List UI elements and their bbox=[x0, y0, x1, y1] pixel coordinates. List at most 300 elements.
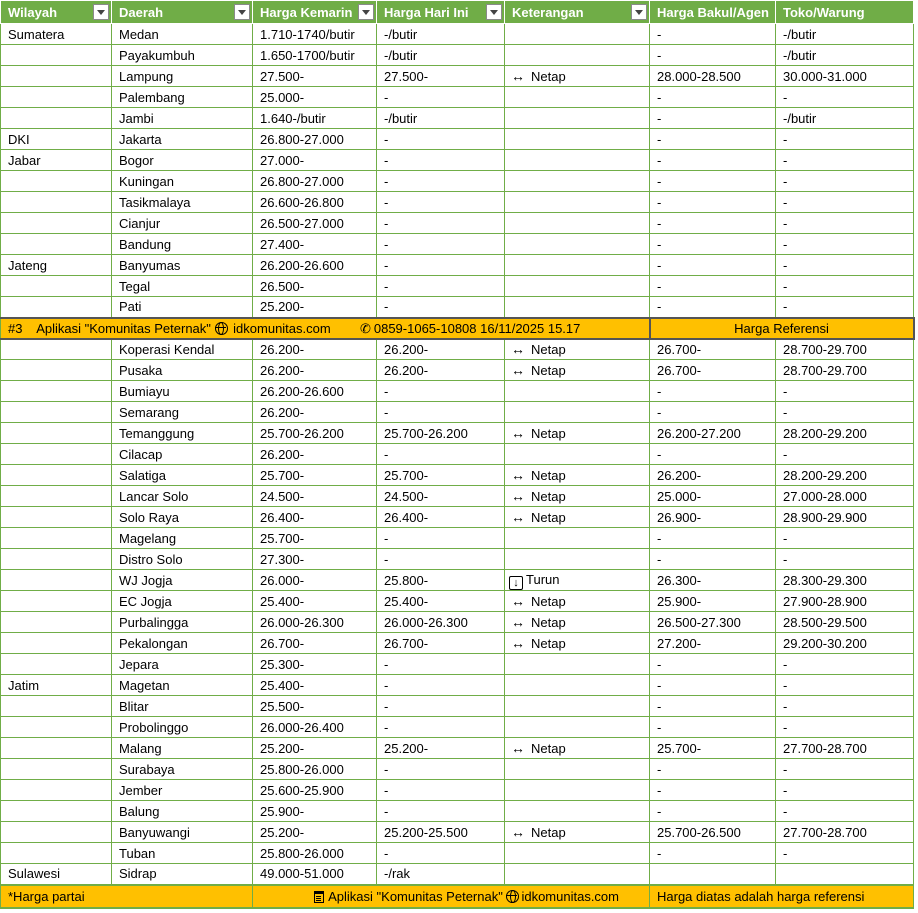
banner-website[interactable]: idkomunitas.com bbox=[233, 320, 331, 336]
cell-bakul[interactable]: - bbox=[650, 276, 776, 297]
cell-toko[interactable]: 27.000-28.000 bbox=[776, 486, 914, 507]
cell-kemarin[interactable]: 26.000-26.300 bbox=[253, 612, 377, 633]
cell-wilayah[interactable] bbox=[1, 45, 112, 66]
cell-daerah[interactable]: Banyumas bbox=[112, 255, 253, 276]
cell-daerah[interactable]: Medan bbox=[112, 24, 253, 45]
cell-daerah[interactable]: Pekalongan bbox=[112, 633, 253, 654]
cell-toko[interactable]: 28.700-29.700 bbox=[776, 360, 914, 381]
cell-kemarin[interactable]: 24.500- bbox=[253, 486, 377, 507]
cell-hari-ini[interactable]: 25.700-26.200 bbox=[377, 423, 505, 444]
cell-daerah[interactable]: Lampung bbox=[112, 66, 253, 87]
cell-hari-ini[interactable]: 26.200- bbox=[377, 339, 505, 360]
cell-hari-ini[interactable]: 25.200-25.500 bbox=[377, 822, 505, 843]
cell-ket[interactable] bbox=[505, 297, 650, 318]
cell-ket[interactable] bbox=[505, 675, 650, 696]
cell-daerah[interactable]: Magetan bbox=[112, 675, 253, 696]
cell-ket[interactable] bbox=[505, 528, 650, 549]
cell-toko[interactable]: 28.300-29.300 bbox=[776, 570, 914, 591]
keterangan-text: Netap bbox=[531, 593, 566, 609]
cell-bakul[interactable]: 26.900- bbox=[650, 507, 776, 528]
cell-hari-ini[interactable]: 26.700- bbox=[377, 633, 505, 654]
cell-hari-ini[interactable]: 26.200- bbox=[377, 360, 505, 381]
cell-daerah[interactable]: Koperasi Kendal bbox=[112, 339, 253, 360]
cell-hari-ini[interactable]: - bbox=[377, 675, 505, 696]
cell-ket[interactable] bbox=[505, 801, 650, 822]
cell-bakul[interactable]: - bbox=[650, 171, 776, 192]
cell-wilayah[interactable] bbox=[1, 66, 112, 87]
cell-wilayah[interactable] bbox=[1, 486, 112, 507]
table-row bbox=[1, 738, 914, 759]
cell-kemarin[interactable]: 26.800-27.000 bbox=[253, 171, 377, 192]
cell-wilayah[interactable] bbox=[1, 87, 112, 108]
cell-kemarin[interactable]: 27.300- bbox=[253, 549, 377, 570]
cell-daerah[interactable]: Jakarta bbox=[112, 129, 253, 150]
cell-wilayah[interactable] bbox=[1, 549, 112, 570]
cell-ket[interactable] bbox=[505, 570, 650, 591]
cell-toko[interactable]: - bbox=[776, 843, 914, 864]
cell-hari-ini[interactable]: 27.500- bbox=[377, 66, 505, 87]
cell-daerah[interactable]: Kuningan bbox=[112, 171, 253, 192]
cell-bakul[interactable]: 26.700- bbox=[650, 339, 776, 360]
cell-ket[interactable] bbox=[505, 423, 650, 444]
cell-hari-ini[interactable]: -/rak bbox=[377, 864, 505, 885]
cell-toko[interactable] bbox=[776, 864, 914, 885]
cell-daerah[interactable]: Probolinggo bbox=[112, 717, 253, 738]
cell-bakul[interactable]: - bbox=[650, 780, 776, 801]
cell-kemarin[interactable]: 1.710-1740/butir bbox=[253, 24, 377, 45]
cell-hari-ini[interactable]: 25.400- bbox=[377, 591, 505, 612]
cell-hari-ini[interactable]: - bbox=[377, 213, 505, 234]
cell-ket[interactable] bbox=[505, 87, 650, 108]
cell-toko[interactable]: 27.700-28.700 bbox=[776, 738, 914, 759]
cell-toko[interactable]: - bbox=[776, 171, 914, 192]
cell-daerah[interactable]: Payakumbuh bbox=[112, 45, 253, 66]
cell-wilayah[interactable] bbox=[1, 801, 112, 822]
cell-hari-ini[interactable]: - bbox=[377, 696, 505, 717]
cell-ket[interactable] bbox=[505, 129, 650, 150]
cell-kemarin[interactable]: 27.000- bbox=[253, 150, 377, 171]
cell-bakul[interactable]: - bbox=[650, 801, 776, 822]
cell-daerah[interactable]: WJ Jogja bbox=[112, 570, 253, 591]
table-row bbox=[1, 528, 914, 549]
cell-ket[interactable] bbox=[505, 381, 650, 402]
cell-kemarin[interactable]: 26.500-27.000 bbox=[253, 213, 377, 234]
cell-ket[interactable] bbox=[505, 234, 650, 255]
cell-toko[interactable]: 27.700-28.700 bbox=[776, 822, 914, 843]
cell-bakul[interactable]: - bbox=[650, 192, 776, 213]
cell-wilayah[interactable]: Jateng bbox=[1, 255, 112, 276]
cell-wilayah[interactable] bbox=[1, 465, 112, 486]
cell-toko[interactable]: 28.200-29.200 bbox=[776, 423, 914, 444]
cell-hari-ini[interactable]: - bbox=[377, 171, 505, 192]
cell-bakul[interactable]: - bbox=[650, 549, 776, 570]
cell-bakul[interactable]: - bbox=[650, 213, 776, 234]
cell-daerah[interactable]: Tegal bbox=[112, 276, 253, 297]
footer-website[interactable]: idkomunitas.com bbox=[521, 888, 619, 904]
table-row bbox=[1, 87, 914, 108]
cell-bakul[interactable]: 25.900- bbox=[650, 591, 776, 612]
cell-hari-ini[interactable]: -/butir bbox=[377, 108, 505, 129]
cell-wilayah[interactable] bbox=[1, 738, 112, 759]
cell-wilayah[interactable] bbox=[1, 213, 112, 234]
table-row bbox=[1, 423, 914, 444]
cell-bakul[interactable]: 26.700- bbox=[650, 360, 776, 381]
cell-ket[interactable] bbox=[505, 213, 650, 234]
cell-ket[interactable] bbox=[505, 444, 650, 465]
cell-bakul[interactable]: 25.700- bbox=[650, 738, 776, 759]
cell-ket[interactable] bbox=[505, 822, 650, 843]
cell-hari-ini[interactable]: -/butir bbox=[377, 24, 505, 45]
cell-kemarin[interactable]: 26.000-26.400 bbox=[253, 717, 377, 738]
cell-bakul[interactable]: - bbox=[650, 759, 776, 780]
cell-daerah[interactable]: Tuban bbox=[112, 843, 253, 864]
cell-kemarin[interactable]: 26.200- bbox=[253, 444, 377, 465]
table-row bbox=[1, 444, 914, 465]
cell-wilayah[interactable] bbox=[1, 297, 112, 318]
cell-wilayah[interactable] bbox=[1, 339, 112, 360]
cell-daerah[interactable]: Salatiga bbox=[112, 465, 253, 486]
cell-ket[interactable] bbox=[505, 843, 650, 864]
cell-kemarin[interactable]: 26.800-27.000 bbox=[253, 129, 377, 150]
cell-toko[interactable]: 29.200-30.200 bbox=[776, 633, 914, 654]
cell-wilayah[interactable] bbox=[1, 423, 112, 444]
cell-daerah[interactable]: Bogor bbox=[112, 150, 253, 171]
cell-wilayah[interactable] bbox=[1, 591, 112, 612]
cell-hari-ini[interactable]: - bbox=[377, 129, 505, 150]
cell-kemarin[interactable]: 25.500- bbox=[253, 696, 377, 717]
cell-ket[interactable] bbox=[505, 192, 650, 213]
cell-toko[interactable]: - bbox=[776, 801, 914, 822]
cell-bakul[interactable]: 26.200- bbox=[650, 465, 776, 486]
cell-hari-ini[interactable]: - bbox=[377, 297, 505, 318]
cell-hari-ini[interactable]: - bbox=[377, 87, 505, 108]
cell-kemarin[interactable]: 1.650-1700/butir bbox=[253, 45, 377, 66]
cell-toko[interactable]: -/butir bbox=[776, 108, 914, 129]
cell-ket[interactable] bbox=[505, 486, 650, 507]
cell-daerah[interactable]: EC Jogja bbox=[112, 591, 253, 612]
cell-toko[interactable]: - bbox=[776, 528, 914, 549]
cell-daerah[interactable]: Jepara bbox=[112, 654, 253, 675]
cell-bakul[interactable]: - bbox=[650, 402, 776, 423]
cell-daerah[interactable]: Blitar bbox=[112, 696, 253, 717]
cell-daerah[interactable]: Jember bbox=[112, 780, 253, 801]
cell-hari-ini[interactable]: - bbox=[377, 276, 505, 297]
cell-bakul[interactable]: 26.200-27.200 bbox=[650, 423, 776, 444]
filter-dropdown-daerah[interactable] bbox=[234, 4, 250, 20]
cell-hari-ini[interactable]: 26.400- bbox=[377, 507, 505, 528]
cell-hari-ini[interactable]: -/butir bbox=[377, 45, 505, 66]
cell-bakul[interactable]: - bbox=[650, 108, 776, 129]
cell-bakul[interactable]: - bbox=[650, 381, 776, 402]
cell-wilayah[interactable] bbox=[1, 612, 112, 633]
cell-toko[interactable]: - bbox=[776, 87, 914, 108]
cell-kemarin[interactable]: 27.500- bbox=[253, 66, 377, 87]
cell-wilayah[interactable] bbox=[1, 360, 112, 381]
cell-ket[interactable] bbox=[505, 738, 650, 759]
cell-wilayah[interactable]: DKI bbox=[1, 129, 112, 150]
cell-wilayah[interactable]: Sumatera bbox=[1, 24, 112, 45]
cell-toko[interactable]: - bbox=[776, 717, 914, 738]
cell-kemarin[interactable]: 26.200- bbox=[253, 402, 377, 423]
cell-kemarin[interactable]: 25.000- bbox=[253, 87, 377, 108]
cell-toko[interactable]: - bbox=[776, 675, 914, 696]
cell-hari-ini[interactable]: - bbox=[377, 255, 505, 276]
cell-daerah[interactable]: Pati bbox=[112, 297, 253, 318]
cell-kemarin[interactable]: 25.400- bbox=[253, 675, 377, 696]
cell-hari-ini[interactable]: - bbox=[377, 654, 505, 675]
cell-bakul[interactable]: 27.200- bbox=[650, 633, 776, 654]
cell-bakul[interactable]: 28.000-28.500 bbox=[650, 66, 776, 87]
cell-toko[interactable]: 30.000-31.000 bbox=[776, 66, 914, 87]
cell-toko[interactable]: -/butir bbox=[776, 24, 914, 45]
cell-bakul[interactable]: - bbox=[650, 24, 776, 45]
cell-kemarin[interactable]: 25.700- bbox=[253, 465, 377, 486]
cell-hari-ini[interactable]: - bbox=[377, 759, 505, 780]
table-row bbox=[1, 24, 914, 45]
cell-toko[interactable]: - bbox=[776, 150, 914, 171]
cell-daerah[interactable]: Purbalingga bbox=[112, 612, 253, 633]
cell-daerah[interactable]: Bumiayu bbox=[112, 381, 253, 402]
cell-hari-ini[interactable]: - bbox=[377, 780, 505, 801]
cell-wilayah[interactable] bbox=[1, 717, 112, 738]
cell-bakul[interactable]: - bbox=[650, 255, 776, 276]
cell-wilayah[interactable] bbox=[1, 444, 112, 465]
cell-wilayah[interactable] bbox=[1, 528, 112, 549]
cell-bakul[interactable]: - bbox=[650, 675, 776, 696]
cell-wilayah[interactable] bbox=[1, 843, 112, 864]
cell-ket[interactable] bbox=[505, 465, 650, 486]
cell-daerah[interactable]: Lancar Solo bbox=[112, 486, 253, 507]
cell-toko[interactable]: 28.500-29.500 bbox=[776, 612, 914, 633]
cell-hari-ini[interactable]: - bbox=[377, 444, 505, 465]
cell-kemarin[interactable]: 26.200- bbox=[253, 360, 377, 381]
cell-bakul[interactable]: - bbox=[650, 717, 776, 738]
cell-hari-ini[interactable]: 25.700- bbox=[377, 465, 505, 486]
cell-ket[interactable] bbox=[505, 402, 650, 423]
cell-kemarin[interactable]: 27.400- bbox=[253, 234, 377, 255]
globe-icon bbox=[215, 322, 228, 335]
cell-kemarin[interactable]: 25.200- bbox=[253, 297, 377, 318]
cell-wilayah[interactable] bbox=[1, 759, 112, 780]
cell-wilayah[interactable] bbox=[1, 570, 112, 591]
cell-bakul[interactable]: - bbox=[650, 234, 776, 255]
cell-daerah[interactable]: Tasikmalaya bbox=[112, 192, 253, 213]
cell-hari-ini[interactable]: - bbox=[377, 234, 505, 255]
cell-ket[interactable] bbox=[505, 759, 650, 780]
cell-kemarin[interactable]: 25.400- bbox=[253, 591, 377, 612]
cell-kemarin[interactable]: 26.000- bbox=[253, 570, 377, 591]
cell-wilayah[interactable] bbox=[1, 234, 112, 255]
table-row bbox=[1, 66, 914, 87]
cell-daerah[interactable]: Cianjur bbox=[112, 213, 253, 234]
cell-kemarin[interactable]: 26.200- bbox=[253, 339, 377, 360]
cell-ket[interactable] bbox=[505, 276, 650, 297]
cell-daerah[interactable]: Semarang bbox=[112, 402, 253, 423]
cell-toko[interactable]: - bbox=[776, 234, 914, 255]
cell-bakul[interactable]: - bbox=[650, 129, 776, 150]
cell-kemarin[interactable]: 49.000-51.000 bbox=[253, 864, 377, 885]
cell-daerah[interactable]: Sidrap bbox=[112, 864, 253, 885]
cell-wilayah[interactable] bbox=[1, 633, 112, 654]
cell-wilayah[interactable] bbox=[1, 780, 112, 801]
cell-bakul[interactable]: 25.700-26.500 bbox=[650, 822, 776, 843]
cell-ket[interactable] bbox=[505, 339, 650, 360]
cell-bakul[interactable]: 25.000- bbox=[650, 486, 776, 507]
cell-toko[interactable]: - bbox=[776, 780, 914, 801]
cell-wilayah[interactable] bbox=[1, 276, 112, 297]
cell-daerah[interactable]: Palembang bbox=[112, 87, 253, 108]
cell-daerah[interactable]: Distro Solo bbox=[112, 549, 253, 570]
cell-ket[interactable] bbox=[505, 360, 650, 381]
cell-wilayah[interactable] bbox=[1, 108, 112, 129]
cell-toko[interactable]: - bbox=[776, 276, 914, 297]
cell-kemarin[interactable]: 25.200- bbox=[253, 738, 377, 759]
cell-wilayah[interactable] bbox=[1, 192, 112, 213]
keterangan-text: Netap bbox=[531, 425, 566, 441]
cell-toko[interactable]: - bbox=[776, 402, 914, 423]
cell-wilayah[interactable] bbox=[1, 822, 112, 843]
cell-ket[interactable] bbox=[505, 171, 650, 192]
cell-kemarin[interactable]: 25.600-25.900 bbox=[253, 780, 377, 801]
cell-ket[interactable] bbox=[505, 780, 650, 801]
filter-dropdown-keterangan[interactable] bbox=[631, 4, 647, 20]
cell-toko[interactable]: 28.900-29.900 bbox=[776, 507, 914, 528]
cell-kemarin[interactable]: 25.800-26.000 bbox=[253, 759, 377, 780]
cell-toko[interactable]: 27.900-28.900 bbox=[776, 591, 914, 612]
cell-bakul[interactable]: - bbox=[650, 843, 776, 864]
cell-bakul[interactable]: - bbox=[650, 297, 776, 318]
cell-bakul[interactable]: - bbox=[650, 654, 776, 675]
table-row bbox=[1, 549, 914, 570]
filter-dropdown-harga-hari-ini[interactable] bbox=[486, 4, 502, 20]
cell-ket[interactable] bbox=[505, 255, 650, 276]
cell-toko[interactable]: - bbox=[776, 759, 914, 780]
cell-daerah[interactable]: Solo Raya bbox=[112, 507, 253, 528]
cell-kemarin[interactable]: 25.300- bbox=[253, 654, 377, 675]
cell-toko[interactable]: - bbox=[776, 444, 914, 465]
cell-toko[interactable]: - bbox=[776, 696, 914, 717]
cell-ket[interactable] bbox=[505, 45, 650, 66]
cell-wilayah[interactable]: Jatim bbox=[1, 675, 112, 696]
cell-daerah[interactable]: Temanggung bbox=[112, 423, 253, 444]
cell-bakul[interactable]: - bbox=[650, 87, 776, 108]
cell-wilayah[interactable] bbox=[1, 654, 112, 675]
cell-hari-ini[interactable]: 25.800- bbox=[377, 570, 505, 591]
filter-dropdown-wilayah[interactable] bbox=[93, 4, 109, 20]
cell-kemarin[interactable]: 26.600-26.800 bbox=[253, 192, 377, 213]
cell-bakul[interactable]: - bbox=[650, 696, 776, 717]
cell-ket[interactable] bbox=[505, 66, 650, 87]
cell-toko[interactable]: 28.700-29.700 bbox=[776, 339, 914, 360]
cell-daerah[interactable]: Surabaya bbox=[112, 759, 253, 780]
cell-daerah[interactable]: Malang bbox=[112, 738, 253, 759]
cell-ket[interactable] bbox=[505, 591, 650, 612]
cell-toko[interactable]: - bbox=[776, 654, 914, 675]
cell-hari-ini[interactable]: - bbox=[377, 150, 505, 171]
cell-bakul[interactable]: - bbox=[650, 45, 776, 66]
cell-toko[interactable]: - bbox=[776, 129, 914, 150]
cell-bakul[interactable]: - bbox=[650, 150, 776, 171]
cell-toko[interactable]: - bbox=[776, 213, 914, 234]
cell-kemarin[interactable]: 26.400- bbox=[253, 507, 377, 528]
cell-wilayah[interactable]: Jabar bbox=[1, 150, 112, 171]
cell-toko[interactable]: -/butir bbox=[776, 45, 914, 66]
cell-toko[interactable]: - bbox=[776, 381, 914, 402]
cell-wilayah[interactable] bbox=[1, 402, 112, 423]
cell-ket[interactable] bbox=[505, 633, 650, 654]
cell-kemarin[interactable]: 25.700-26.200 bbox=[253, 423, 377, 444]
cell-toko[interactable]: 28.200-29.200 bbox=[776, 465, 914, 486]
cell-hari-ini[interactable]: - bbox=[377, 801, 505, 822]
cell-wilayah[interactable] bbox=[1, 507, 112, 528]
filter-dropdown-harga-kemarin[interactable] bbox=[358, 4, 374, 20]
cell-hari-ini[interactable]: 25.200- bbox=[377, 738, 505, 759]
cell-bakul[interactable]: 26.500-27.300 bbox=[650, 612, 776, 633]
cell-daerah[interactable]: Bandung bbox=[112, 234, 253, 255]
cell-toko[interactable]: - bbox=[776, 297, 914, 318]
cell-daerah[interactable]: Cilacap bbox=[112, 444, 253, 465]
cell-hari-ini[interactable]: - bbox=[377, 717, 505, 738]
cell-wilayah[interactable] bbox=[1, 171, 112, 192]
cell-ket[interactable] bbox=[505, 696, 650, 717]
table-row bbox=[1, 171, 914, 192]
cell-kemarin[interactable]: 25.200- bbox=[253, 822, 377, 843]
cell-ket[interactable] bbox=[505, 717, 650, 738]
cell-kemarin[interactable]: 26.700- bbox=[253, 633, 377, 654]
cell-ket[interactable] bbox=[505, 549, 650, 570]
cell-ket[interactable] bbox=[505, 507, 650, 528]
cell-daerah[interactable]: Balung bbox=[112, 801, 253, 822]
cell-wilayah[interactable] bbox=[1, 696, 112, 717]
table-row bbox=[1, 759, 914, 780]
cell-wilayah[interactable]: Sulawesi bbox=[1, 864, 112, 885]
cell-daerah[interactable]: Banyuwangi bbox=[112, 822, 253, 843]
cell-hari-ini[interactable]: - bbox=[377, 549, 505, 570]
cell-hari-ini[interactable]: - bbox=[377, 192, 505, 213]
cell-hari-ini[interactable]: - bbox=[377, 843, 505, 864]
cell-ket[interactable] bbox=[505, 24, 650, 45]
cell-hari-ini[interactable]: - bbox=[377, 402, 505, 423]
cell-hari-ini[interactable]: 24.500- bbox=[377, 486, 505, 507]
cell-hari-ini[interactable]: 26.000-26.300 bbox=[377, 612, 505, 633]
cell-toko[interactable]: - bbox=[776, 549, 914, 570]
cell-ket[interactable] bbox=[505, 654, 650, 675]
cell-wilayah[interactable] bbox=[1, 381, 112, 402]
cell-bakul[interactable]: - bbox=[650, 444, 776, 465]
cell-toko[interactable]: - bbox=[776, 192, 914, 213]
cell-bakul[interactable]: 26.300- bbox=[650, 570, 776, 591]
cell-kemarin[interactable]: 26.200-26.600 bbox=[253, 381, 377, 402]
cell-daerah[interactable]: Jambi bbox=[112, 108, 253, 129]
cell-kemarin[interactable]: 25.800-26.000 bbox=[253, 843, 377, 864]
cell-ket[interactable] bbox=[505, 150, 650, 171]
cell-ket[interactable] bbox=[505, 864, 650, 885]
cell-kemarin[interactable]: 26.500- bbox=[253, 276, 377, 297]
cell-daerah[interactable]: Pusaka bbox=[112, 360, 253, 381]
cell-hari-ini[interactable]: - bbox=[377, 528, 505, 549]
cell-ket[interactable] bbox=[505, 612, 650, 633]
cell-ket[interactable] bbox=[505, 108, 650, 129]
cell-hari-ini[interactable]: - bbox=[377, 381, 505, 402]
cell-kemarin[interactable]: 25.900- bbox=[253, 801, 377, 822]
cell-kemarin[interactable]: 1.640-/butir bbox=[253, 108, 377, 129]
cell-toko[interactable]: - bbox=[776, 255, 914, 276]
cell-bakul[interactable] bbox=[650, 864, 776, 885]
cell-kemarin[interactable]: 26.200-26.600 bbox=[253, 255, 377, 276]
cell-daerah[interactable]: Magelang bbox=[112, 528, 253, 549]
cell-kemarin[interactable]: 25.700- bbox=[253, 528, 377, 549]
cell-bakul[interactable]: - bbox=[650, 528, 776, 549]
